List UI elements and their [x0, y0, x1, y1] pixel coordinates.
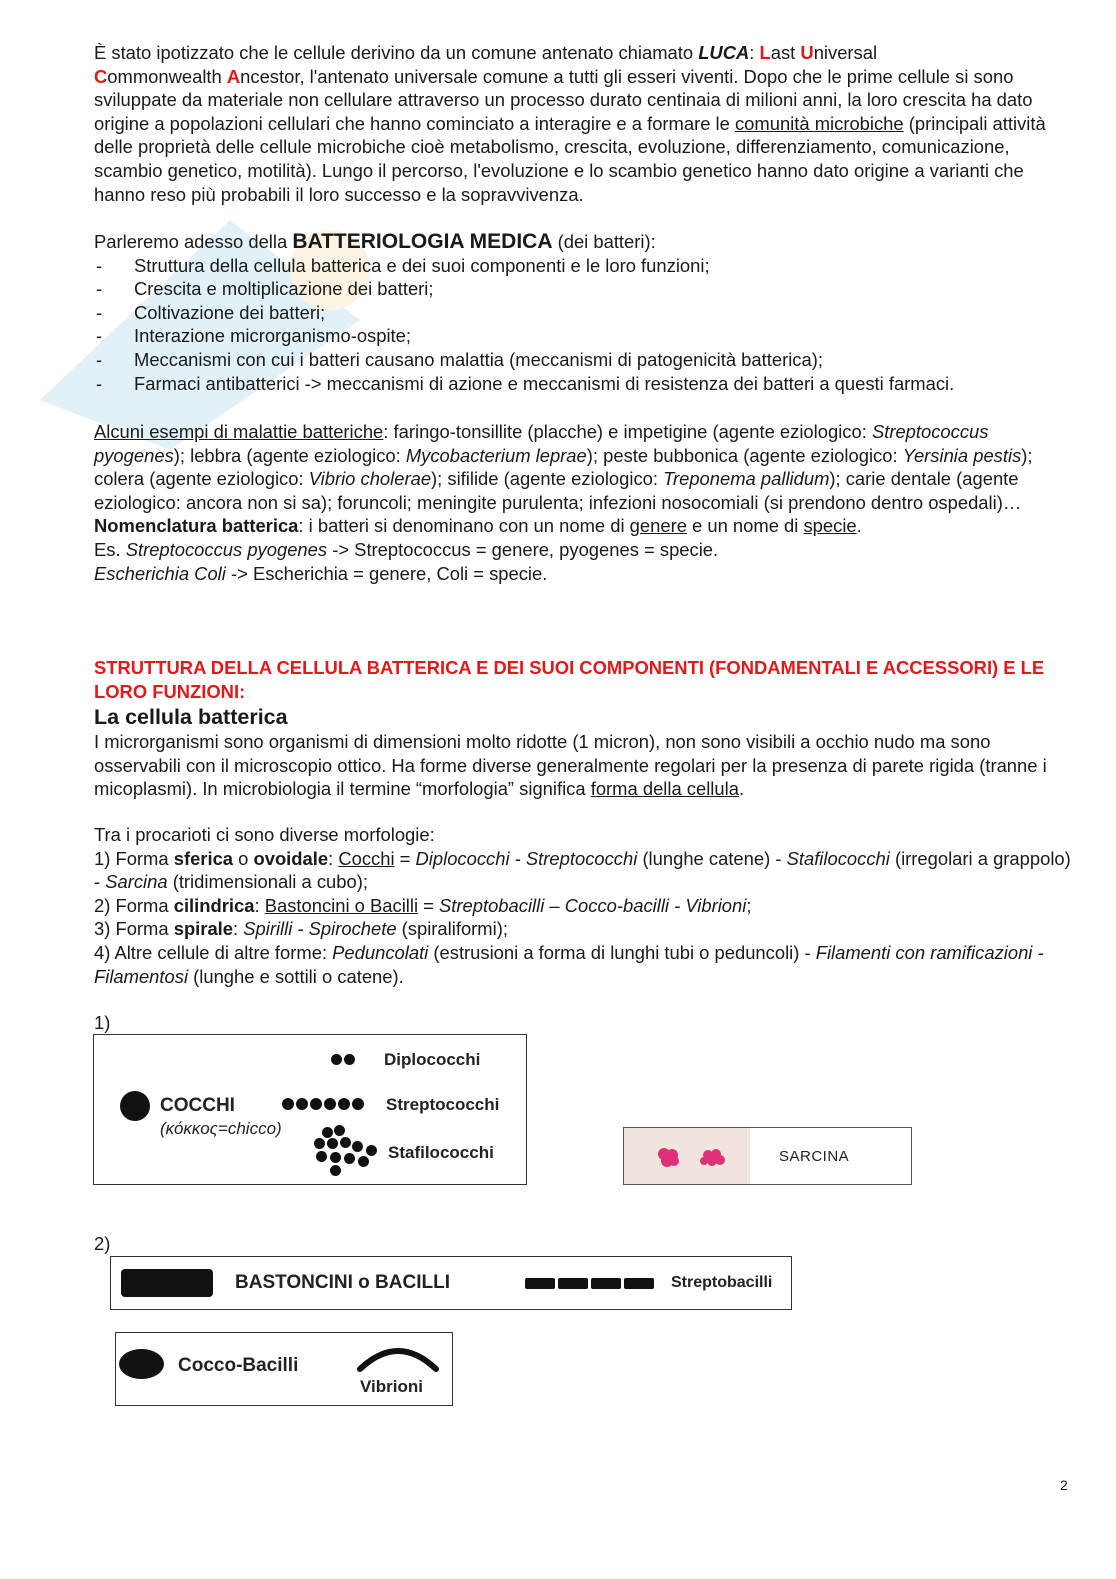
streptobacillus-icon	[624, 1278, 654, 1289]
streptococcus-icon	[352, 1098, 364, 1110]
nomenclature-paragraph: Nomenclatura batterica: i batteri si denominano con un nome di genere e un nome di specie.	[94, 515, 862, 537]
staphylococcus-icon	[352, 1141, 363, 1152]
list-item: - Meccanismi con cui i batteri causano malattia (meccanismi di patogenicità batterica);	[94, 348, 1074, 372]
list-item: - Interazione microrganismo-ospite;	[94, 324, 1074, 348]
staphylococcus-icon	[344, 1153, 355, 1164]
streptococcus-icon	[338, 1098, 350, 1110]
morph-item-4: 4) Altre cellule di altre forme: Peduncolati (estrusioni a forma di lunghi tubi o peduncoli) - Filamenti con ramificazioni - Filamentosi (lunghe e sottili o catene).	[94, 941, 1044, 987]
batteriologia-title: BATTERIOLOGIA MEDICA	[292, 230, 553, 253]
morph-item-1: 1) Forma sferica o ovoidale: Cocchi = Diplococchi - Streptococchi (lunghe catene) - Stafilococchi (irregolari a grappolo) - Sarcina (tridimensionali a cubo);	[94, 847, 1071, 893]
page-number: 2	[1060, 1477, 1068, 1493]
staphylococcus-icon	[314, 1138, 325, 1149]
streptococchi-label: Streptococchi	[386, 1095, 500, 1114]
staphylococcus-icon	[340, 1137, 351, 1148]
staphylococcus-icon	[322, 1127, 333, 1138]
staphylococcus-icon	[358, 1156, 369, 1167]
list-item: - Struttura della cellula batterica e dei suoi componenti e le loro funzioni;	[94, 254, 1074, 278]
coccus-icon	[120, 1091, 150, 1121]
sarcina-image	[624, 1128, 750, 1184]
cocchi-figure	[93, 1034, 527, 1185]
streptobacillus-icon	[558, 1278, 588, 1289]
staphylococcus-icon	[366, 1145, 377, 1156]
coccobacilli-label: Cocco-Bacilli	[178, 1355, 299, 1376]
structure-section: STRUTTURA DELLA CELLULA BATTERICA E DEI SUOI COMPONENTI (FONDAMENTALI E ACCESSORI) E LE LORO FUNZIONI: La cellula batterica I microrganismi sono organismi di dimensioni molto ridotte (1 micron), non sono visibili a occhio nudo ma sono osservabili con il microscopio ottico. Ha forme diverse generalmente regolari per la presenza di parete rigida (tranne i micoplasmi). In microbiologia il termine “morfologia” significa forma della cellula.	[94, 656, 1074, 801]
list-item: - Crescita e moltiplicazione dei batteri;	[94, 277, 1074, 301]
comunita-microbiche-term: comunità microbiche	[734, 112, 904, 134]
streptobacillus-icon	[591, 1278, 621, 1289]
sarcina-cells-icon	[624, 1128, 750, 1184]
stafilococchi-label: Stafilococchi	[388, 1143, 494, 1162]
staphylococcus-icon	[330, 1152, 341, 1163]
diplococcus-icon	[344, 1054, 355, 1065]
streptococcus-icon	[310, 1098, 322, 1110]
coccobacilli-figure	[115, 1332, 453, 1406]
intro-paragraph: È stato ipotizzato che le cellule derivino da un comune antenato chiamato LUCA: Last Universal Commonwealth Ancestor, l'antenato universale comune a tutti gli esseri viventi. Dopo che le prime cellule si sono sviluppate da materiale non cellulare attraverso un processo durato centinaia di milioni anni, la loro crescita ha dato origine a popolazioni cellulari che hanno cominciato a interagire e a formare le comunità microbiche (principali attività delle proprietà delle cellule microbiche cioè metabolismo, crescita, evoluzione, differenziamento, comunicazione, scambio genetico, motilità). Lungo il percorso, l'evoluzione e lo scambio genetico hanno dato origine a varianti che hanno reso più probabili il loro successo e la sopravvivenza.	[94, 42, 1046, 205]
streptococcus-icon	[324, 1098, 336, 1110]
staphylococcus-icon	[334, 1125, 345, 1136]
cocchi-greek-label: (κόκκος=chicco)	[160, 1119, 282, 1138]
batteriologia-section: Parleremo adesso della BATTERIOLOGIA MEDICA (dei batteri): - Struttura della cellula batterica e dei suoi componenti e le loro funzioni; - Crescita e moltiplicazione dei batteri; - Coltivazione dei batteri; - Interazione microrganismo-ospite; - Meccanismi con cui i batteri causano malattia (meccanismi di patogenicità batterica); - Farmaci antibatterici -> meccanismi di azione e meccanismi di resistenza dei batteri a questi farmaci.	[94, 230, 1074, 395]
bacillus-icon	[121, 1269, 213, 1297]
diplococchi-label: Diplococchi	[384, 1050, 481, 1069]
diplococcus-icon	[331, 1054, 342, 1065]
figure-1-label: 1)	[94, 1012, 111, 1033]
figure-2-label: 2)	[94, 1233, 111, 1254]
vibrio-icon	[356, 1339, 440, 1375]
streptobacillus-icon	[525, 1278, 555, 1289]
streptococcus-icon	[296, 1098, 308, 1110]
streptobacilli-label: Streptobacilli	[671, 1274, 773, 1291]
streptococcus-icon	[282, 1098, 294, 1110]
sarcina-figure	[623, 1127, 912, 1185]
section-heading: STRUTTURA DELLA CELLULA BATTERICA E DEI SUOI COMPONENTI (FONDAMENTALI E ACCESSORI) E LE LORO FUNZIONI:	[94, 657, 1045, 702]
bacilli-label: BASTONCINI o BACILLI	[235, 1272, 450, 1293]
topic-list	[94, 254, 1074, 396]
sarcina-label: SARCINA	[779, 1148, 850, 1165]
list-item: - Farmaci antibatterici -> meccanismi di azione e meccanismi di resistenza dei batteri a questi farmaci.	[94, 372, 1074, 396]
morph-item-2: 2) Forma cilindrica: Bastoncini o Bacilli = Streptobacilli – Cocco-bacilli - Vibrioni;	[94, 894, 752, 916]
morph-item-3: 3) Forma spirale: Spirilli - Spirochete (spiraliformi);	[94, 918, 508, 940]
vibrioni-label: Vibrioni	[360, 1377, 423, 1396]
staphylococcus-icon	[316, 1151, 327, 1162]
section-subheading: La cellula batterica	[94, 705, 288, 729]
cocchi-label: COCCHI	[160, 1095, 235, 1116]
coccobacillus-icon	[119, 1349, 164, 1379]
staphylococcus-icon	[330, 1165, 341, 1176]
staphylococcus-icon	[327, 1138, 338, 1149]
bacilli-figure	[110, 1256, 792, 1310]
list-item: - Coltivazione dei batteri;	[94, 301, 1074, 325]
morphology-section: Tra i procarioti ci sono diverse morfologie: 1) Forma sferica o ovoidale: Cocchi = Diplococchi - Streptococchi (lunghe catene) - Stafilococchi (irregolari a grappolo) - Sarcina (tridimensionali a cubo); 2) Forma cilindrica: Bastoncini o Bacilli = Streptobacilli – Cocco-bacilli - Vibrioni; 3) Forma spirale: Spirilli - Spirochete (spiraliformi); 4) Altre cellule di altre forme: Peduncolati (estrusioni a forma di lunghi tubi o peduncoli) - Filamenti con ramificazioni - Filamentosi (lunghe e sottili o catene).	[94, 823, 1074, 988]
diseases-paragraph: Alcuni esempi di malattie batteriche: faringo-tonsillite (placche) e impetigine (agente eziologico: Streptococcus pyogenes); lebbra (agente eziologico: Mycobacterium leprae); peste bubbonica (agente eziologico: Yersinia pestis); colera (agente eziologico: Vibrio cholerae); sifilide (agente eziologico: Treponema pallidum); carie dentale (agente eziologico: ancora non si sa); foruncoli; meningite purulenta; infezioni nosocomiali (si prendono dentro ospedali)… Nomenclatura batterica: i batteri si denominano con un nome di genere e un nome di specie. Es. Streptococcus pyogenes -> Streptococcus = genere, pyogenes = specie. Escherichia Coli -> Escherichia = genere, Coli = specie.	[94, 420, 1074, 585]
